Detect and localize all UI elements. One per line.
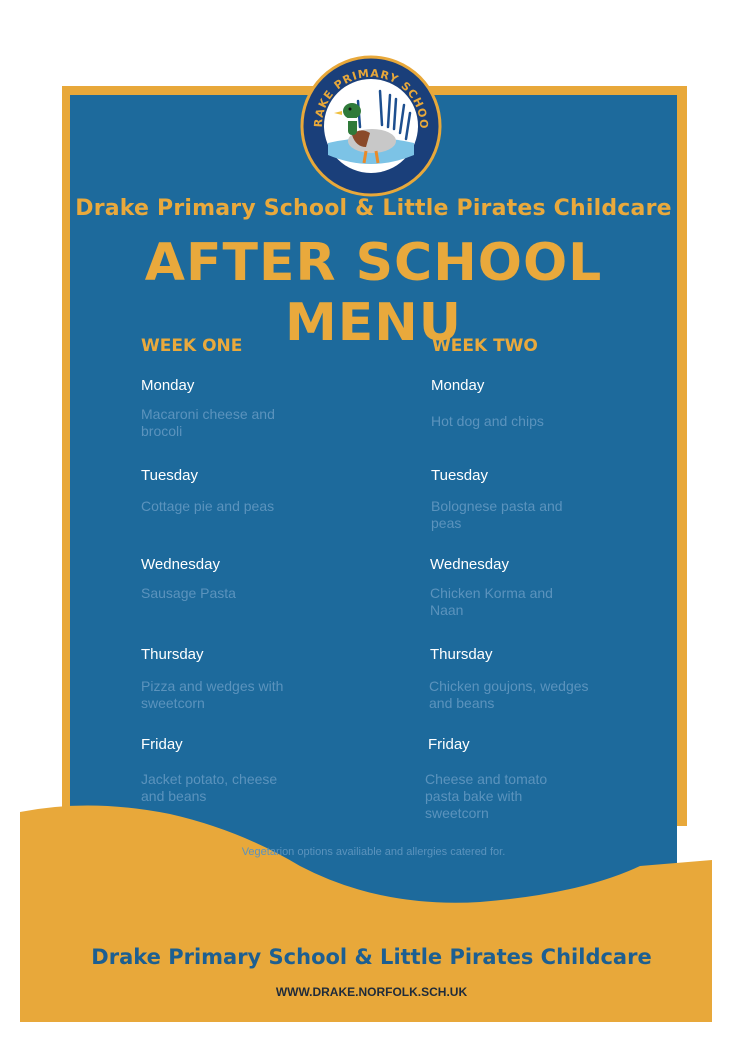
page-title: AFTER SCHOOL MENU <box>144 233 603 353</box>
week-two-day-thursday: Thursday <box>430 646 493 663</box>
footer-title: Drake Primary School & Little Pirates Childcare <box>91 945 652 969</box>
week-two-dish-friday: Cheese and tomato pasta bake with sweetcorn <box>425 771 548 821</box>
week-two-dish-wednesday: Chicken Korma and Naan <box>430 585 553 618</box>
week-two-day-monday: Monday <box>431 377 485 394</box>
week-one-dish-friday: Jacket potato, cheese and beans <box>141 771 278 804</box>
week-one-day-wednesday: Wednesday <box>141 556 220 573</box>
week-two-heading: WEEK TWO <box>432 336 538 356</box>
week-one-dish-thursday: Pizza and wedges with sweetcorn <box>141 678 284 711</box>
week-two-dish-tuesday: Bolognese pasta and peas <box>431 498 563 531</box>
logo-text: RAKE PRIMARY SCHOO <box>311 66 431 130</box>
week-two-day-wednesday: Wednesday <box>430 556 509 573</box>
week-one-day-tuesday: Tuesday <box>141 467 198 484</box>
week-two-dish-monday: Hot dog and chips <box>431 413 544 429</box>
week-one-dish-monday: Macaroni cheese and brocoli <box>141 406 275 439</box>
week-two-dish-thursday: Chicken goujons, wedges and beans <box>429 678 589 711</box>
week-two-day-friday: Friday <box>428 736 470 753</box>
header-subtitle: Drake Primary School & Little Pirates Childcare <box>75 196 672 221</box>
week-one-heading: WEEK ONE <box>141 336 243 356</box>
school-logo <box>300 55 442 197</box>
week-one-dish-wednesday: Sausage Pasta <box>141 585 236 601</box>
vegetarian-note: Vegetarion options availiable and allergies catered for. <box>241 846 506 858</box>
week-one-dish-tuesday: Cottage pie and peas <box>141 498 275 514</box>
footer-url[interactable]: WWW.DRAKE.NORFOLK.SCH.UK <box>275 985 468 999</box>
week-one-day-thursday: Thursday <box>141 646 204 663</box>
week-two-day-tuesday: Tuesday <box>431 467 488 484</box>
week-one-day-monday: Monday <box>141 377 195 394</box>
week-one-day-friday: Friday <box>141 736 183 753</box>
